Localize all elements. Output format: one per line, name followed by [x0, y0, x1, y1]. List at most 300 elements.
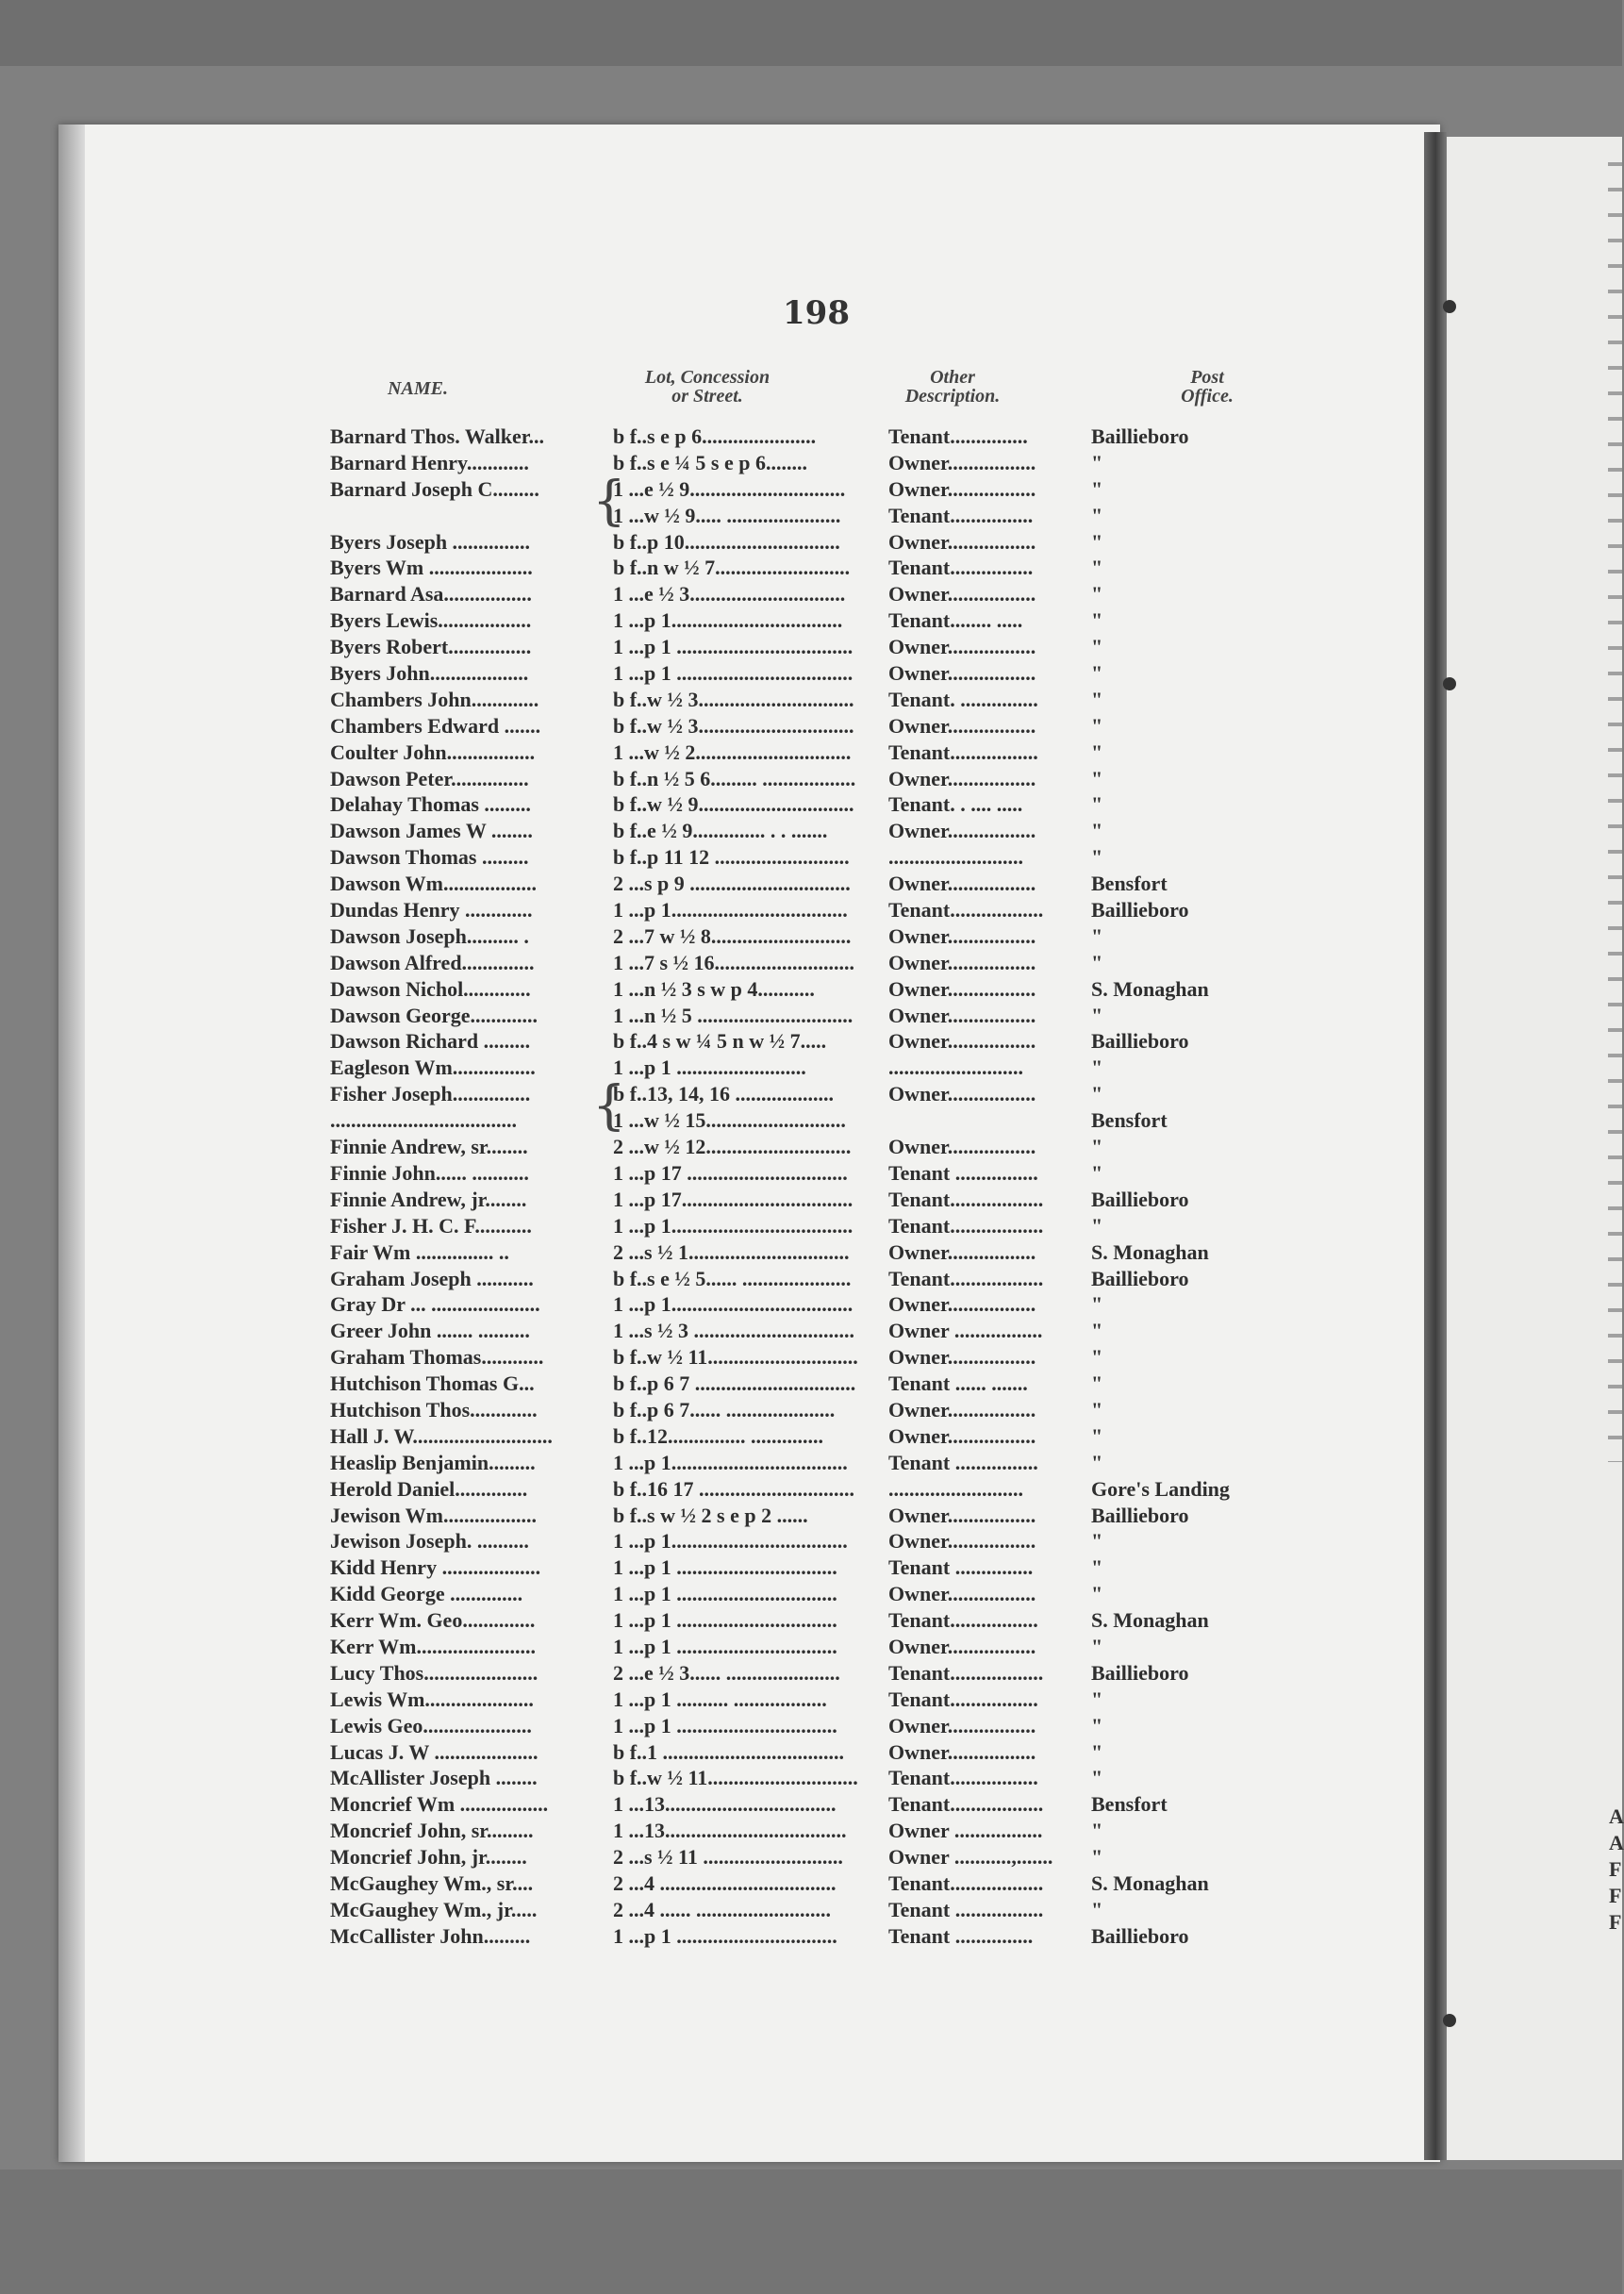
- other-description: Tenant.................: [888, 1687, 1038, 1711]
- resident-name: Fisher J. H. C. F...........: [330, 1213, 532, 1238]
- resident-name: Dawson Nichol.............: [330, 976, 531, 1001]
- other-description: Owner .................: [888, 1819, 1043, 1843]
- post-office: ": [1091, 1819, 1103, 1843]
- post-office: ": [1091, 1555, 1103, 1580]
- ledger-row: [330, 530, 1301, 557]
- ledger-row: [330, 1292, 1301, 1319]
- post-office: Baillieboro: [1091, 1923, 1189, 1948]
- lot-concession: b f..p 10..............................: [613, 529, 840, 554]
- post-office: ": [1091, 1845, 1103, 1870]
- post-office: ": [1091, 529, 1103, 554]
- resident-name: Lewis Wm.....................: [330, 1687, 534, 1711]
- resident-name: Hutchison Thos.............: [330, 1397, 538, 1421]
- post-office: ": [1091, 1687, 1103, 1711]
- ledger-row: [330, 1004, 1301, 1030]
- binding-thread-dot: [1443, 677, 1456, 690]
- lot-concession: 1 ...p 1 ...............................: [613, 1555, 837, 1580]
- post-office: S. Monaghan: [1091, 976, 1209, 1001]
- lot-concession: 1 ...p 1 ...............................: [613, 1582, 837, 1606]
- other-description: Tenant..................: [888, 1266, 1044, 1290]
- lot-concession: b f..s e p 6......................: [613, 424, 817, 448]
- header-post-office: Post Office.: [1181, 367, 1234, 407]
- ledger-row: [330, 1345, 1301, 1371]
- post-office: Baillieboro: [1091, 1266, 1189, 1290]
- other-description: Tenant ...............: [888, 1555, 1034, 1580]
- ledger-row: [330, 1240, 1301, 1267]
- post-office: ": [1091, 766, 1103, 790]
- resident-name: Graham Thomas............: [330, 1345, 544, 1370]
- other-description: Tenant........ .....: [888, 608, 1023, 633]
- resident-name: Lucas J. W ....................: [330, 1739, 539, 1764]
- ledger-row: [330, 1477, 1301, 1504]
- post-office: ": [1091, 556, 1103, 580]
- lot-concession: b f..w ½ 11.............................: [613, 1766, 858, 1790]
- lot-concession: b f..p 6 7...... .....................: [613, 1397, 836, 1421]
- post-office: ": [1091, 1135, 1103, 1159]
- other-description: Tenant..................: [888, 1870, 1044, 1895]
- lot-concession: 1 ...n ½ 5 ..............................: [613, 1003, 853, 1027]
- resident-name: Kerr Wm. Geo..............: [330, 1608, 536, 1633]
- ledger-row: [330, 1898, 1301, 1924]
- resident-name: Byers Lewis..................: [330, 608, 532, 633]
- lot-concession: 1 ...13.................................: [613, 1792, 837, 1817]
- ledger-row: [330, 1792, 1301, 1819]
- book-gutter: [1424, 132, 1447, 2160]
- other-description: Tenant................: [888, 503, 1034, 527]
- other-description: Tenant.................: [888, 740, 1038, 764]
- other-description: Owner.................: [888, 766, 1036, 790]
- resident-name: Barnard Asa.................: [330, 582, 532, 607]
- ledger-row: [330, 1608, 1301, 1635]
- resident-name: Gray Dr ... .....................: [330, 1292, 540, 1317]
- resident-name: Fisher Joseph...............: [330, 1082, 531, 1106]
- ledger-row: [330, 1740, 1301, 1767]
- post-office: ": [1091, 740, 1103, 764]
- lot-concession: 2 ...w ½ 12............................: [613, 1135, 852, 1159]
- ledger-row: [330, 1687, 1301, 1714]
- other-description: Owner.................: [888, 819, 1036, 843]
- lot-concession: 1 ...7 s ½ 16...........................: [613, 950, 855, 974]
- lot-concession: b f..16 17 ..............................: [613, 1476, 855, 1501]
- ledger-row: [330, 819, 1301, 845]
- other-description: Owner.................: [888, 872, 1036, 896]
- lot-concession: 2 ...4 ...... ..........................: [613, 1897, 831, 1921]
- resident-name: Byers Joseph ...............: [330, 529, 531, 554]
- resident-name: Graham Joseph ...........: [330, 1266, 534, 1290]
- post-office: ": [1091, 1766, 1103, 1790]
- facing-page-letters: A A F F F: [1609, 1804, 1624, 1934]
- lot-concession: 1 ...13...................................: [613, 1819, 847, 1843]
- resident-name: Barnard Thos. Walker...: [330, 424, 544, 448]
- post-office: ": [1091, 713, 1103, 738]
- other-description: Owner.................: [888, 1713, 1036, 1737]
- post-office: S. Monaghan: [1091, 1239, 1209, 1264]
- resident-name: Dawson Joseph.......... .: [330, 923, 529, 948]
- lot-concession: 1 ...p 1 ...............................: [613, 1713, 837, 1737]
- post-office: S. Monaghan: [1091, 1870, 1209, 1895]
- resident-name: Barnard Joseph C.........: [330, 476, 539, 501]
- lot-concession: 2 ...s ½ 1...............................: [613, 1239, 850, 1264]
- post-office: ": [1091, 1529, 1103, 1554]
- post-office: ": [1091, 476, 1103, 501]
- post-office: ": [1091, 635, 1103, 659]
- post-office: Baillieboro: [1091, 1660, 1189, 1685]
- resident-name: Delahay Thomas .........: [330, 792, 531, 817]
- ledger-row: [330, 977, 1301, 1004]
- lot-concession: b f..p 11 12 ..........................: [613, 845, 850, 870]
- ledger-row: [330, 951, 1301, 977]
- ledger-row: [330, 1766, 1301, 1792]
- lot-concession: 1 ...p 17.................................: [613, 1187, 853, 1211]
- other-description: Owner.................: [888, 1135, 1036, 1159]
- resident-name: Finnie Andrew, jr........: [330, 1187, 527, 1211]
- other-description: Owner.................: [888, 635, 1036, 659]
- resident-name: Moncrief John, sr.........: [330, 1819, 534, 1843]
- ledger-row: [330, 1267, 1301, 1293]
- post-office: Gore's Landing: [1091, 1476, 1230, 1501]
- other-description: Tenant..................: [888, 898, 1044, 923]
- resident-name: Herold Daniel..............: [330, 1476, 528, 1501]
- other-description: Tenant.................: [888, 1766, 1038, 1790]
- lot-concession: 1 ...w ½ 9..... ......................: [613, 503, 841, 527]
- other-description: Tenant..................: [888, 1792, 1044, 1817]
- lot-concession: b f..1 ...................................: [613, 1739, 845, 1764]
- lot-concession: 2 ...e ½ 3...... ......................: [613, 1660, 840, 1685]
- other-description: Tenant ................: [888, 1160, 1038, 1185]
- ledger-row: [330, 1529, 1301, 1555]
- resident-name: Coulter John.................: [330, 740, 536, 764]
- post-office: S. Monaghan: [1091, 1608, 1209, 1633]
- ledger-row: [330, 767, 1301, 793]
- other-description: Tenant................: [888, 556, 1034, 580]
- ledger-table: [330, 424, 1301, 1951]
- other-description: Owner.................: [888, 713, 1036, 738]
- ledger-row: [330, 1555, 1301, 1582]
- post-office: Baillieboro: [1091, 898, 1189, 923]
- post-office: ": [1091, 819, 1103, 843]
- ledger-row: [330, 635, 1301, 661]
- resident-name: Lucy Thos......................: [330, 1660, 539, 1685]
- other-description: Owner .................: [888, 1319, 1043, 1343]
- header-lot-concession: Lot, Concession or Street.: [644, 367, 771, 407]
- ledger-row: [330, 1188, 1301, 1214]
- lot-concession: 1 ...p 1..................................: [613, 1450, 848, 1474]
- resident-name: Dawson George.............: [330, 1003, 538, 1027]
- lot-concession: 1 ...p 1...................................: [613, 1292, 853, 1317]
- resident-name: Finnie Andrew, sr........: [330, 1135, 528, 1159]
- lot-concession: 1 ...p 1..................................: [613, 1529, 848, 1554]
- resident-name: McAllister Joseph ........: [330, 1766, 538, 1790]
- post-office: Baillieboro: [1091, 1029, 1189, 1054]
- resident-name: McGaughey Wm., sr....: [330, 1870, 534, 1895]
- ledger-row: [330, 924, 1301, 951]
- lot-concession: 2 ...4 ..................................: [613, 1870, 837, 1895]
- ledger-row: [330, 556, 1301, 582]
- other-description: Owner.................: [888, 582, 1036, 607]
- ledger-row: [330, 1135, 1301, 1161]
- post-office: ": [1091, 1634, 1103, 1658]
- resident-name: Dawson Thomas .........: [330, 845, 529, 870]
- resident-name: Finnie John...... ...........: [330, 1160, 529, 1185]
- ledger-row: [330, 792, 1301, 819]
- ledger-row: [330, 582, 1301, 608]
- resident-name: [330, 504, 613, 530]
- resident-name: Chambers Edward .......: [330, 713, 541, 738]
- post-office: Bensfort: [1091, 1108, 1168, 1133]
- resident-name: Kidd Henry ...................: [330, 1555, 541, 1580]
- post-office: ": [1091, 950, 1103, 974]
- other-description: Owner.................: [888, 1292, 1036, 1317]
- post-office: ": [1091, 1371, 1103, 1396]
- lot-concession: 1 ...p 1 ..................................: [613, 661, 853, 686]
- facing-page-text-edge: [1608, 141, 1622, 1462]
- resident-name: Byers Robert................: [330, 635, 532, 659]
- post-office: ": [1091, 661, 1103, 686]
- other-description: Owner.................: [888, 1239, 1036, 1264]
- ledger-row: [330, 1214, 1301, 1240]
- resident-name: Greer John ....... ..........: [330, 1319, 530, 1343]
- resident-name: Heaslip Benjamin.........: [330, 1450, 536, 1474]
- resident-name: Dawson James W ........: [330, 819, 533, 843]
- lot-concession: 1 ...e ½ 3..............................: [613, 582, 846, 607]
- resident-name: McCallister John.........: [330, 1923, 531, 1948]
- lot-concession: 1 ...p 1 .........................: [613, 1056, 806, 1080]
- lot-concession: 1 ...w ½ 2..............................: [613, 740, 852, 764]
- post-office: ": [1091, 923, 1103, 948]
- other-description: Tenant. . .... .....: [888, 792, 1023, 817]
- ledger-row: [330, 1871, 1301, 1898]
- post-office: ": [1091, 1213, 1103, 1238]
- post-office: Baillieboro: [1091, 1503, 1189, 1527]
- ledger-row: [330, 714, 1301, 740]
- post-office: ": [1091, 1160, 1103, 1185]
- ledger-row: [330, 424, 1301, 451]
- lot-concession: b f..s w ½ 2 s e p 2 ......: [613, 1503, 808, 1527]
- post-office: ": [1091, 1423, 1103, 1448]
- other-description: Owner.................: [888, 950, 1036, 974]
- lot-concession: 2 ...s ½ 11 ...........................: [613, 1845, 843, 1870]
- post-office: ": [1091, 1292, 1103, 1317]
- lot-concession: 1 ...p 1 ...............................: [613, 1634, 837, 1658]
- ledger-row: [330, 1635, 1301, 1661]
- other-description: Owner.................: [888, 1029, 1036, 1054]
- other-description: Owner.................: [888, 976, 1036, 1001]
- ledger-row: [330, 688, 1301, 714]
- other-description: Owner.................: [888, 1582, 1036, 1606]
- post-office: ": [1091, 1450, 1103, 1474]
- binding-thread-dot: [1443, 2014, 1456, 2027]
- scan-background-bottom: [0, 2169, 1622, 2294]
- lot-concession: 1 ...p 1..................................: [613, 898, 848, 923]
- ledger-row: [330, 1504, 1301, 1530]
- resident-name: Jewison Joseph. ..........: [330, 1529, 529, 1554]
- post-office: ": [1091, 1319, 1103, 1343]
- other-description: Tenant...............: [888, 424, 1028, 448]
- ledger-row: [330, 1924, 1301, 1951]
- post-office: Baillieboro: [1091, 424, 1189, 448]
- resident-name: Lewis Geo.....................: [330, 1713, 532, 1737]
- lot-concession: 2 ...s p 9 ...............................: [613, 872, 851, 896]
- post-office: Bensfort: [1091, 1792, 1168, 1817]
- ledger-row: [330, 740, 1301, 767]
- ledger-row: [330, 1161, 1301, 1188]
- resident-name: Dawson Richard .........: [330, 1029, 531, 1054]
- post-office: Bensfort: [1091, 872, 1168, 896]
- lot-concession: b f..13, 14, 16 ................... {: [592, 1075, 835, 1138]
- ledger-row: [330, 451, 1301, 477]
- page-edge-shadow: [58, 125, 85, 2162]
- resident-name: Byers Wm ....................: [330, 556, 533, 580]
- lot-concession: 1 ...p 17 ...............................: [613, 1160, 848, 1185]
- ledger-row: [330, 1056, 1301, 1082]
- other-description: Tenant..................: [888, 1660, 1044, 1685]
- post-office: ": [1091, 1082, 1103, 1106]
- other-description: Tenant..................: [888, 1213, 1044, 1238]
- resident-name: Dawson Wm..................: [330, 872, 538, 896]
- ledger-row: [330, 872, 1301, 898]
- ledger-row: [330, 1108, 1301, 1135]
- lot-concession: b f..n w ½ 7..........................: [613, 556, 851, 580]
- resident-name: Moncrief Wm .................: [330, 1792, 549, 1817]
- other-description: Tenant ...... .......: [888, 1371, 1028, 1396]
- ledger-row: [330, 608, 1301, 635]
- grouping-brace: {: [592, 1075, 626, 1138]
- post-office: ": [1091, 1003, 1103, 1027]
- resident-name: Hutchison Thomas G...: [330, 1371, 535, 1396]
- ledger-row: [330, 898, 1301, 924]
- ledger-row: [330, 1661, 1301, 1687]
- lot-concession: 1 ...p 1 .......... ..................: [613, 1687, 827, 1711]
- ledger-row: [330, 661, 1301, 688]
- post-office: ": [1091, 608, 1103, 633]
- lot-concession: b f..e ½ 9.............. . . .......: [613, 819, 828, 843]
- resident-name: ....................................: [330, 1108, 517, 1133]
- other-description: Owner.................: [888, 1003, 1036, 1027]
- other-description: Tenant.................: [888, 1608, 1038, 1633]
- lot-concession: 1 ...p 1...................................: [613, 1213, 853, 1238]
- post-office: ": [1091, 450, 1103, 474]
- resident-name: Fair Wm ............... ..: [330, 1239, 509, 1264]
- other-description: Owner.................: [888, 1503, 1036, 1527]
- resident-name: Jewison Wm..................: [330, 1503, 537, 1527]
- other-description: ..........................: [888, 1056, 1023, 1080]
- other-description: ..........................: [888, 845, 1023, 870]
- resident-name: Kerr Wm.......................: [330, 1634, 536, 1658]
- resident-name: Dundas Henry .............: [330, 898, 533, 923]
- resident-name: Moncrief John, jr........: [330, 1845, 527, 1870]
- lot-concession: b f..w ½ 9..............................: [613, 792, 854, 817]
- resident-name: Kidd George ..............: [330, 1582, 523, 1606]
- other-description: Owner.................: [888, 1082, 1036, 1106]
- ledger-row: [330, 1819, 1301, 1845]
- lot-concession: b f..p 6 7 ...............................: [613, 1371, 856, 1396]
- post-office: ": [1091, 1713, 1103, 1737]
- other-description: Owner.................: [888, 661, 1036, 686]
- post-office: ": [1091, 687, 1103, 711]
- lot-concession: b f..w ½ 3..............................: [613, 713, 854, 738]
- resident-name: Eagleson Wm................: [330, 1056, 536, 1080]
- ledger-row: [330, 504, 1301, 530]
- other-description: ..........................: [888, 1476, 1023, 1501]
- lot-concession: 1 ...n ½ 3 s w p 4...........: [613, 976, 815, 1001]
- resident-name: Chambers John.............: [330, 687, 539, 711]
- other-description: Tenant .................: [888, 1897, 1044, 1921]
- lot-concession: 1 ...p 1 ...............................: [613, 1923, 837, 1948]
- other-description: Owner ...........,.......: [888, 1845, 1053, 1870]
- lot-concession: b f..w ½ 3..............................: [613, 687, 854, 711]
- other-description: Tenant..................: [888, 1187, 1044, 1211]
- other-description: Owner.................: [888, 529, 1036, 554]
- post-office: ": [1091, 1345, 1103, 1370]
- post-office: ": [1091, 1582, 1103, 1606]
- resident-name: Hall J. W...........................: [330, 1423, 553, 1448]
- other-description: Tenant. ...............: [888, 687, 1038, 711]
- scan-background-top: [0, 0, 1622, 66]
- post-office: ": [1091, 503, 1103, 527]
- lot-concession: b f..n ½ 5 6......... ..................: [613, 766, 856, 790]
- other-description: Owner.................: [888, 1634, 1036, 1658]
- lot-concession: 1 ...p 1 ..................................: [613, 635, 853, 659]
- other-description: Tenant ................: [888, 1450, 1038, 1474]
- resident-name: Byers John...................: [330, 661, 529, 686]
- resident-name: Barnard Henry............: [330, 450, 529, 474]
- header-other-description: Other Description.: [904, 367, 1001, 407]
- lot-concession: 1 ...p 1.................................: [613, 608, 843, 633]
- ledger-row: [330, 1582, 1301, 1608]
- post-office: Baillieboro: [1091, 1187, 1189, 1211]
- page-number: 198: [783, 294, 850, 332]
- ledger-row: [330, 1398, 1301, 1424]
- ledger-row: [330, 1451, 1301, 1477]
- lot-concession: b f..s e ¼ 5 s e p 6........: [613, 450, 807, 474]
- other-description: Owner.................: [888, 450, 1036, 474]
- other-description: Owner.................: [888, 1739, 1036, 1764]
- lot-concession: 1 ...p 1 ...............................: [613, 1608, 837, 1633]
- ledger-row: [330, 1845, 1301, 1871]
- other-description: Owner.................: [888, 476, 1036, 501]
- post-office: ": [1091, 1739, 1103, 1764]
- post-office: ": [1091, 1056, 1103, 1080]
- other-description: Owner.................: [888, 1397, 1036, 1421]
- post-office: ": [1091, 582, 1103, 607]
- other-description: Owner.................: [888, 1423, 1036, 1448]
- ledger-row: [330, 1319, 1301, 1345]
- ledger-row: [330, 1029, 1301, 1056]
- resident-name: Dawson Peter...............: [330, 766, 529, 790]
- lot-concession: b f..12............... ..............: [613, 1423, 824, 1448]
- other-description: [888, 1108, 1091, 1135]
- resident-name: McGaughey Wm., jr.....: [330, 1897, 538, 1921]
- other-description: Tenant ...............: [888, 1923, 1034, 1948]
- post-office: ": [1091, 845, 1103, 870]
- ledger-row: [330, 1424, 1301, 1451]
- post-office: ": [1091, 792, 1103, 817]
- header-name: NAME.: [388, 378, 448, 399]
- resident-name: Dawson Alfred..............: [330, 950, 535, 974]
- lot-concession: b f..4 s w ¼ 5 n w ½ 7.....: [613, 1029, 827, 1054]
- grouping-brace: {: [592, 470, 626, 532]
- post-office: ": [1091, 1397, 1103, 1421]
- lot-concession: b f..w ½ 11.............................: [613, 1345, 858, 1370]
- facing-page: [1447, 137, 1622, 2160]
- lot-concession: 1 ...w ½ 15...........................: [613, 1108, 846, 1133]
- ledger-row: [330, 1371, 1301, 1398]
- ledger-row: [330, 845, 1301, 872]
- ledger-row: [330, 1714, 1301, 1740]
- other-description: Owner.................: [888, 923, 1036, 948]
- post-office: ": [1091, 1897, 1103, 1921]
- lot-concession: 1 ...s ½ 3 ...............................: [613, 1319, 855, 1343]
